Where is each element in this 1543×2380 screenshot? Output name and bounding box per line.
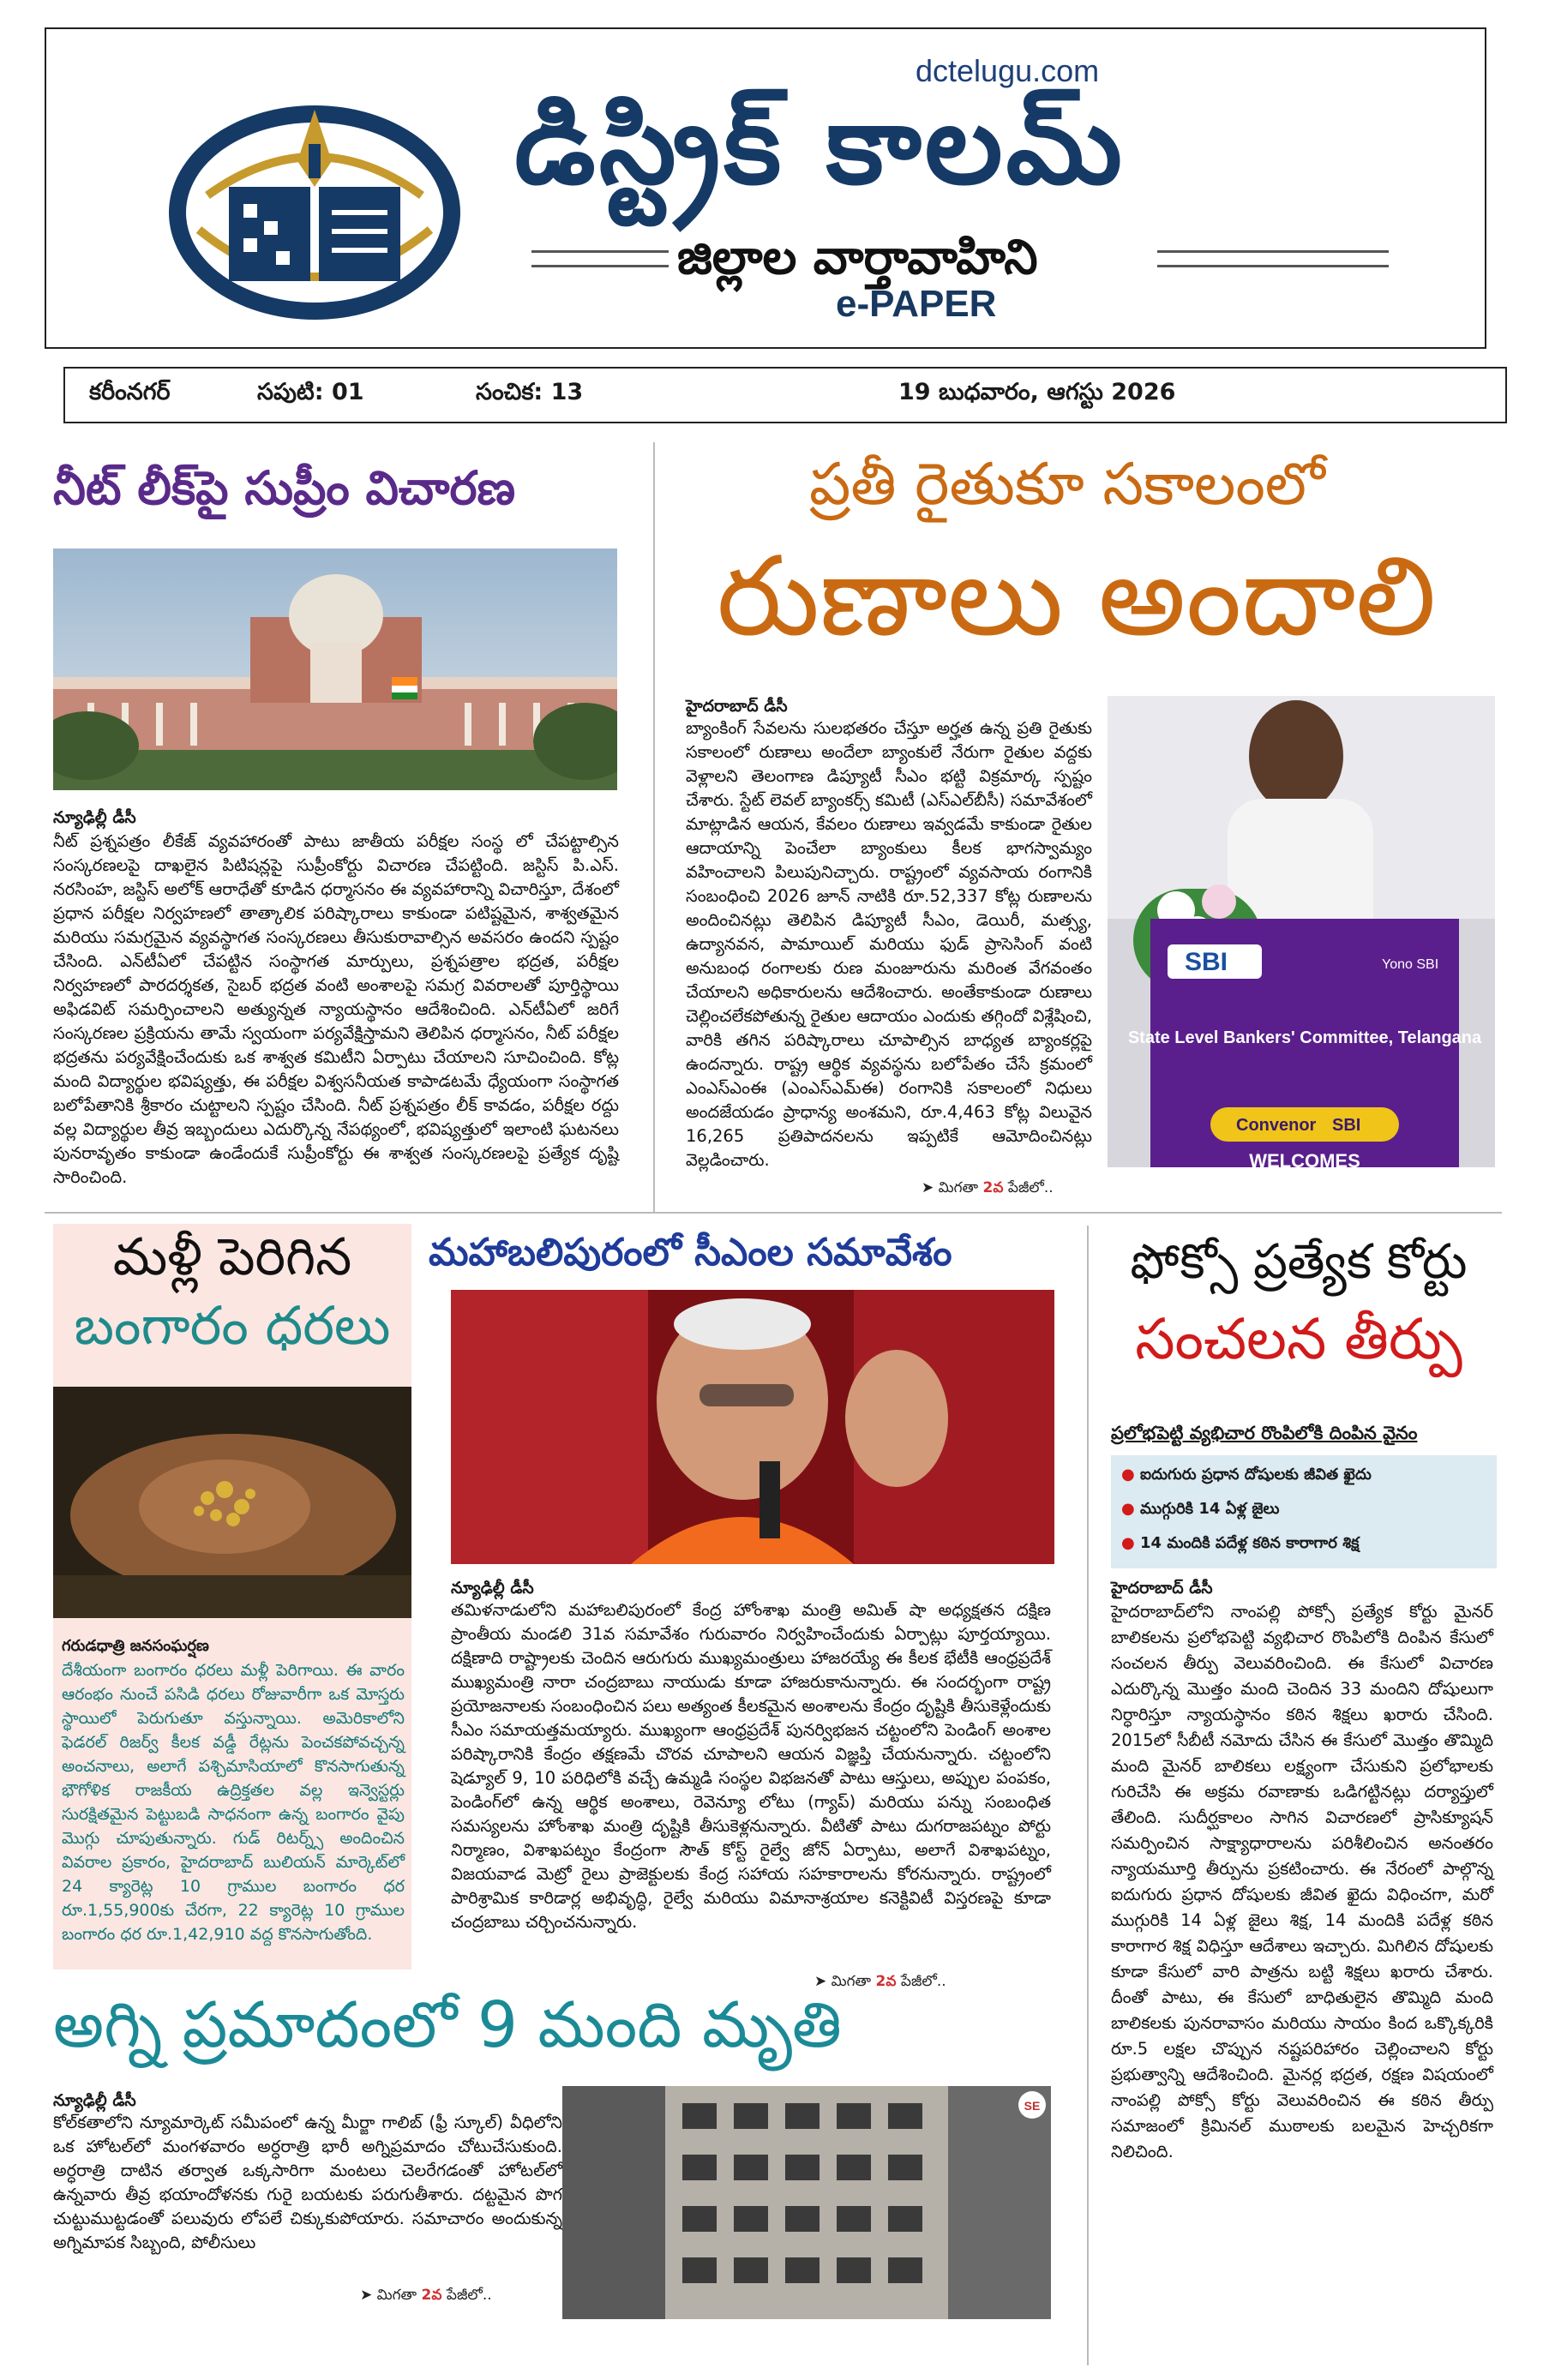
pocso-bullet: ● 14 మందికి పదేళ్ల కఠిన కారాగార శిక్ష xyxy=(1121,1534,1360,1552)
cm-meet-body: తమిళనాడులోని మహాబలిపురంలో కేంద్ర హోంశాఖ మంత్రి అమిత్ షా అధ్యక్షతన దక్షిణ ప్రాంతీయ మండలి 31వ సమావేశం గురువారం నిర్వహించేందుకు ఏర్పాట్లు పూర్తయ్యాయి. దక్షిణాది రాష్ట్రాలకు చెందిన ఆరుగురు ముఖ్యమంత్రులు హాజరయ్యే ఈ కీలక భేటీకి ఆంధ్రప్రదేశ్ ముఖ్యమంత్రి నారా చంద్రబాబు నాయుడు కూడా హాజరుకానున్నారు. ఈ సందర్భంగా రాష్ట్ర ప్రయోజనాలకు సంబంధించిన పలు అత్యంత కీలకమైన అంశాలను కేంద్రం దృష్టికి తీసుకెళ్లేందుకు సీఎం సమాయత్తమయ్యారు. ముఖ్యంగా ఆంధ్రప్రదేశ్ పునర్విభజన చట్టంలోని పెండింగ్ అంశాల పరిష్కారానికి కేంద్రం తక్షణమే చొరవ చూపాలని ఆయన విజ్ఞప్తి చేయనున్నారు. చట్టంలోని షెడ్యూల్ 9, 10 పరిధిలోకి వచ్చే ఉమ్మడి సంస్థల విభజనతో పాటు ఆస్తులు, అప్పుల పంపకం, పెండింగ్‌లో ఉన్న ఆర్థిక అంశాలు, రెవెన్యూ లోటు (గ్యాప్) మరియు పన్ను సంబంధిత సమస్యలను హోంశాఖ మంత్రి దృష్టికి తీసుకెళ్లనున్నారు. వీటితో పాటు దుగరాజపట్నం పోర్టు నిర్మాణం, విశాఖపట్నం కేంద్రంగా సౌత్ కోస్ట్ రైల్వే జోన్ ఏర్పాటు, అలాగే విశాఖపట్నం, విజయవాడ మెట్రో రైలు ప్రాజెక్టులకు కేంద్ర సహాయ సహకారాలను కోరనున్నారు. రాష్ట్రంలో పారిశ్రామిక కారిడార్ల అభివృద్ధి, రైల్వే మరియు విమానాశ్రయాల కనెక్టివిటీ విస్తరణపై కూడా చంద్రబాబు చర్చించనున్నారు. xyxy=(451,1600,1051,1932)
cm-meet-byline: న్యూఢిల్లీ డీసీ xyxy=(451,1579,534,1598)
svg-text:State Level Bankers' Committee xyxy=(1128,1028,1482,1047)
continued-arrow-icon: ➤ xyxy=(922,1179,934,1196)
pocso-headline-line2[interactable]: సంచలన తీర్పు xyxy=(1135,1306,1462,1372)
fire-building-photo xyxy=(562,2086,1051,2319)
fire-byline: న్యూఢిల్లీ డీసీ xyxy=(53,2091,136,2110)
slide-convenor-sbi: SBI xyxy=(1332,1116,1361,1135)
volume-label: సపుటి: 01 xyxy=(257,379,364,405)
amit-shah-photo xyxy=(451,1290,1054,1564)
cm-meet-continued[interactable]: ➤ మిగతా 2వ పేజీలో.. xyxy=(814,1973,946,1990)
loans-byline: హైదరాబాద్ డీసీ xyxy=(686,697,788,716)
yono-logo-text: Yono SBI xyxy=(1382,957,1439,972)
gold-body: దేశీయంగా బంగారం ధరలు మళ్లీ పెరిగాయి. ఈ వారం ఆరంభం నుంచే పసిడి ధరలు రోజువారీగా ఒక మోస్తరు స్థాయిలో పెరుగుతూ వస్తున్నాయి. అమెరికాలోని ఫెడరల్ రిజర్వ్ కీలక వడ్డీ రేట్లను పెంచకపోవచ్చన్న అంచనాలు, అలాగే పశ్చిమాసియాలో కొనసాగుతున్న భౌగోళిక రాజకీయ ఉద్రిక్తతల వల్ల ఇన్వెస్టర్లు సురక్షితమైన పెట్టుబడి సాధనంగా ఉన్న బంగారం వైపు మొగ్గు చూపుతున్నారు. గుడ్ రిటర్న్స్ అందించిన వివరాల ప్రకారం, హైదరాబాద్ బులియన్ మార్కెట్‌లో 24 క్యారెట్ల 10 గ్రాముల బంగారం ధర రూ.1,55,900కు చేరగా, 22 క్యారెట్ల 10 గ్రాముల బంగారం ధర రూ.1,42,910 వద్ద కొనసాగుతోంది. xyxy=(62,1661,405,1944)
loans-continued[interactable]: ➤ మిగతా 2వ పేజీలో.. xyxy=(922,1179,1054,1196)
gold-headline-line2[interactable]: బంగారం ధరలు xyxy=(74,1294,391,1357)
neet-body: నీట్ ప్రశ్నపత్రం లీకేజ్ వ్యవహారంతో పాటు జాతీయ పరీక్షల సంస్థ లో చేపట్టాల్సిన సంస్కరణలపై దాఖలైన పిటిషన్లపై సుప్రీంకోర్టు విచారణ చేపట్టింది. జస్టిస్ పి.ఎస్. నరసింహ, జస్టిస్ అలోక్ ఆరాధేతో కూడిన ధర్మాసనం ఈ వ్యవహారాన్ని విచారిస్తూ, దేశంలో ప్రధాన పరీక్షల నిర్వహణలో తాత్కాలిక పరిష్కారాలు కాకుండా పటిష్టమైన, శాశ్వతమైన మరియు సమగ్రమైన వ్యవస్థాగత సంస్కరణలు తీసుకురావాల్సిన అవసరం ఉందని స్పష్టం చేసింది. ఎన్‌టీఏలో చేపట్టిన సంస్థాగత మార్పులు, ప్రశ్నపత్రాల భద్రత, పరీక్షల నిర్వహణలో పారదర్శకత, సైబర్ భద్రత వంటి అంశాలపై సమగ్ర వివరాలతో పూర్తిస్థాయి అఫిడవిట్ సమర్పించాలని అత్యున్నత న్యాయస్థానం ఆదేశించింది. ఎన్‌టీఏలో జరిగే సంస్కరణల ప్రక్రియను తామే స్వయంగా పర్యవేక్షిస్తామని తెలిపిన ధర్మాసనం, నీట్ పరీక్షల భద్రతను పర్యవేక్షించేందుకు ఒక శాశ్వత కమిటీని ఏర్పాటు చేయాలని సూచించింది. కోట్ల మంది విద్యార్థుల భవిష్యత్తు, ఈ పరీక్షల విశ్వసనీయత కాపాడటమే ధ్యేయంగా సంస్థాగత బలోపేతానికి శ్రీకారం చుట్టాలని స్పష్టం చేసింది. నీట్ ప్రశ్నపత్రం లీక్ కావడం, పరీక్షల రద్దు వల్ల విద్యార్థుల తీవ్ర ఇబ్బందులు ఎదుర్కొన్న నేపథ్యంలో, భవిష్యత్తులో ఇలాంటి ఘటనలు పునరావృతం కాకుండా ఉండేందుకే సుప్రీంకోర్టు ఈ శాశ్వత సంస్కరణలపై ప్రత్యేక దృష్టి సారించింది. xyxy=(53,831,619,1187)
tagline-rule-left xyxy=(531,250,669,267)
loans-kicker: ప్రతీ రైతుకూ సకాలంలో xyxy=(809,451,1325,519)
fire-headline[interactable]: అగ్ని ప్రమాదంలో 9 మంది మృతి xyxy=(53,1988,842,2062)
cm-meet-headline[interactable]: మహాబలిపురంలో సీఎంల సమావేశం xyxy=(429,1231,952,1274)
loans-headline[interactable]: రుణాలు అందాలి xyxy=(717,533,1437,661)
continued-arrow-icon: ➤ xyxy=(814,1973,827,1990)
fire-body: కోల్‌కతాలోని న్యూమార్కెట్ సమీపంలో ఉన్న మీర్జా గాలిబ్ (ఫ్రీ స్కూల్) వీధిలోని ఒక హోటల్‌లో మంగళవారం అర్ధరాత్రి భారీ అగ్నిప్రమాదం చోటుచేసుకుంది. అర్ధరాత్రి దాటిన తర్వాత ఒక్కసారిగా మంటలు చెలరేగడంతో హోటల్‌లో ఉన్నవారు తీవ్ర భయాందోళనకు గురై బయటకు పరుగుతీశారు. దట్టమైన పొగ చుట్టుముట్టడంతో పలువురు లోపలే చిక్కుకుపోయారు. సమాచారం అందుకున్న అగ్నిమాపక సిబ్బంది, పోలీసులు xyxy=(53,2113,562,2252)
fire-continued[interactable]: ➤ మిగతా 2వ పేజీలో.. xyxy=(360,2287,492,2304)
column-divider xyxy=(1087,1226,1089,2365)
tagline-rule-right xyxy=(1157,250,1389,267)
slide-convenor: Convenor xyxy=(1236,1116,1317,1135)
sbi-logo-text: SBI xyxy=(1185,948,1228,976)
loans-body: బ్యాంకింగ్ సేవలను సులభతరం చేస్తూ అర్హత ఉన్న ప్రతి రైతుకు సకాలంలో రుణాలు అందేలా బ్యాంకులే నేరుగా రైతుల వద్దకు వెళ్లాలని తెలంగాణ డిప్యూటీ సీఎం భట్టి విక్రమార్క స్పష్టం చేశారు. స్టేట్ లెవల్ బ్యాంకర్స్ కమిటీ (ఎస్ఎల్‌బీసీ) సమావేశంలో మాట్లాడిన ఆయన, కేవలం రుణాలు ఇవ్వడమే కాకుండా రైతుల ఆదాయాన్ని పెంచేలా బ్యాంకులు కీలక భాగస్వామ్యం వహించాలని పిలుపునిచ్చారు. రాష్ట్రంలో వ్యవసాయ రంగానికి సంబంధించి 2026 జూన్ నాటికి రూ.52,337 కోట్ల రుణాలను అందించినట్లు తెలిపిన డిప్యూటీ సీఎం, డెయిరీ, మత్స్య, ఉద్యానవన, పామాయిల్ మరియు ఫుడ్ ప్రాసెసింగ్ వంటి అనుబంధ రంగాలకు రుణ మంజూరును మరింత వేగవంతం చేయాలని అధికారులను ఆదేశించారు. అంతేకాకుండా రుణాలు చెల్లించలేకపోతున్న రైతుల ఆదాయం ఎందుకు తగ్గిందో విశ్లేషించి, వారికి తగిన పరిష్కారాలు చూపాల్సిన బాధ్యత బ్యాంకర్లపై ఉందన్నారు. రాష్ట్ర ఆర్థిక వ్యవస్థను బలోపేతం చేసే క్రమంలో ఎంఎస్ఎంఈ (ఎంఎస్ఎమ్ఈ) రంగానికి సకాలంలో నిధులు అందజేయడం ప్రాధాన్య అంశమని, రూ.4,463 కోట్ల విలువైన 16,265 ప్రతిపాదనలను ఇప్పటికే ఆమోదించినట్లు వెల్లడించారు. xyxy=(686,718,1092,1170)
pocso-bullet: ● ఐదుగురు ప్రధాన దోషులకు జీవిత ఖైదు xyxy=(1121,1466,1372,1484)
edition-label: e-PAPER xyxy=(836,283,997,325)
gold-headline-line1[interactable]: మళ్లీ పెరిగిన xyxy=(112,1227,352,1287)
brand-title: డిస్ట్రిక్ కాలమ్ xyxy=(514,81,1126,209)
bullet-dot-icon: ● xyxy=(1121,1466,1135,1484)
slide-welcomes: WELCOMES xyxy=(1249,1150,1360,1167)
city-label: కరీంనగర్ xyxy=(89,379,171,405)
gold-hands-photo xyxy=(53,1387,411,1618)
neet-byline: న్యూఢిల్లీ డీసీ xyxy=(53,808,136,827)
pocso-body: హైదరాబాద్‌లోని నాంపల్లి పోక్సో ప్రత్యేక కోర్టు మైనర్ బాలికలను ప్రలోభపెట్టి వ్యభిచార రొంపిలోకి దింపిన కేసులో సంచలన తీర్పు వెలువరించింది. ఈ కేసులో విచారణ ఎదుర్కొన్న మొత్తం మంది చెందిన 33 మందిని దోషులుగా నిర్ధారిస్తూ న్యాయస్థానం కఠిన శిక్షలు ఖరారు చేసింది. 2015లో సీబీటీ నమోదు చేసిన ఈ కేసులో మొత్తం తొమ్మిది మంది మైనర్ బాలికలు లక్ష్యంగా చేసుకుని ప్రలోభాలకు గురిచేసి ఈ అక్రమ రవాణాకు ఒడిగట్టినట్లు దర్యాప్తులో తేలింది. సుదీర్ఘకాలం సాగిన విచారణలో ప్రాసిక్యూషన్ సమర్పించిన సాక్ష్యాధారాలను పరిశీలించిన అనంతరం న్యాయమూర్తి తీర్పును ప్రకటించారు. ఈ నేరంలో పాల్గొన్న ఐదుగురు ప్రధాన దోషులకు జీవిత ఖైదు విధించగా, మరో ముగ్గురికి 14 ఏళ్ల జైలు శిక్ష, 14 మందికి పదేళ్ల కఠిన కారాగార శిక్ష విధిస్తూ ఆదేశాలు ఇచ్చారు. మిగిలిన దోషులకు కూడా కేసులో వారి పాత్రను బట్టి శిక్షలు ఖరారు చేశారు. దీంతో పాటు, ఈ కేసులో బాధితులైన తొమ్మిది మంది బాలికలకు పునరావాసం మరియు సాయం కింద ఒక్కొక్కరికి రూ.5 లక్షల చొప్పున నష్టపరిహారం చెల్లించాలని కోర్టు ప్రభుత్వాన్ని ఆదేశించింది. మైనర్ల భద్రత, రక్షణ విషయంలో నాంపల్లి పోక్సో కోర్టు వెలువరించిన ఈ కఠిన తీర్పు సమాజంలో క్రిమినల్ ముఠాలకు బలమైన హెచ్చరికగా నిలిచింది. xyxy=(1111,1602,1493,2161)
slide-title: State Level Bankers' Committee, Telangana xyxy=(1127,1028,1482,1047)
continued-arrow-icon: ➤ xyxy=(360,2287,373,2304)
gold-byline: గరుడధాత్రి జనసంఘర్షణ xyxy=(62,1637,209,1655)
pocso-bullet-box xyxy=(1111,1455,1497,1568)
neet-headline[interactable]: నీట్ లీక్‌పై సుప్రీం విచారణ xyxy=(53,461,516,515)
section-divider xyxy=(45,1212,1502,1214)
issue-label: సంచిక: 13 xyxy=(476,379,584,405)
sbi-meeting-photo xyxy=(1108,696,1495,1167)
site-url[interactable]: dctelugu.com xyxy=(916,53,1100,88)
tagline: జిల్లాల వార్తావాహిని xyxy=(677,230,1038,285)
date-label: 19 బుధవారం, ఆగస్టు 2026 xyxy=(898,379,1176,405)
pocso-subhead: ప్రలోభపెట్టి వ్యభిచార రొంపిలోకి దింపిన వైనం xyxy=(1111,1423,1418,1443)
bullet-dot-icon: ● xyxy=(1121,1534,1135,1552)
pocso-headline-line1[interactable]: ఫోక్సో ప్రత్యేక కోర్టు xyxy=(1130,1234,1468,1290)
photo-channel-badge: SE xyxy=(1024,2099,1041,2113)
column-divider xyxy=(653,442,655,1214)
supreme-court-photo xyxy=(53,549,617,790)
bullet-dot-icon: ● xyxy=(1121,1500,1135,1518)
pocso-bullet: ● ముగ్గురికి 14 ఏళ్ల జైలు xyxy=(1121,1500,1280,1518)
pocso-byline: హైదరాబాద్ డీసీ xyxy=(1111,1579,1213,1598)
newspaper-logo xyxy=(147,84,482,333)
